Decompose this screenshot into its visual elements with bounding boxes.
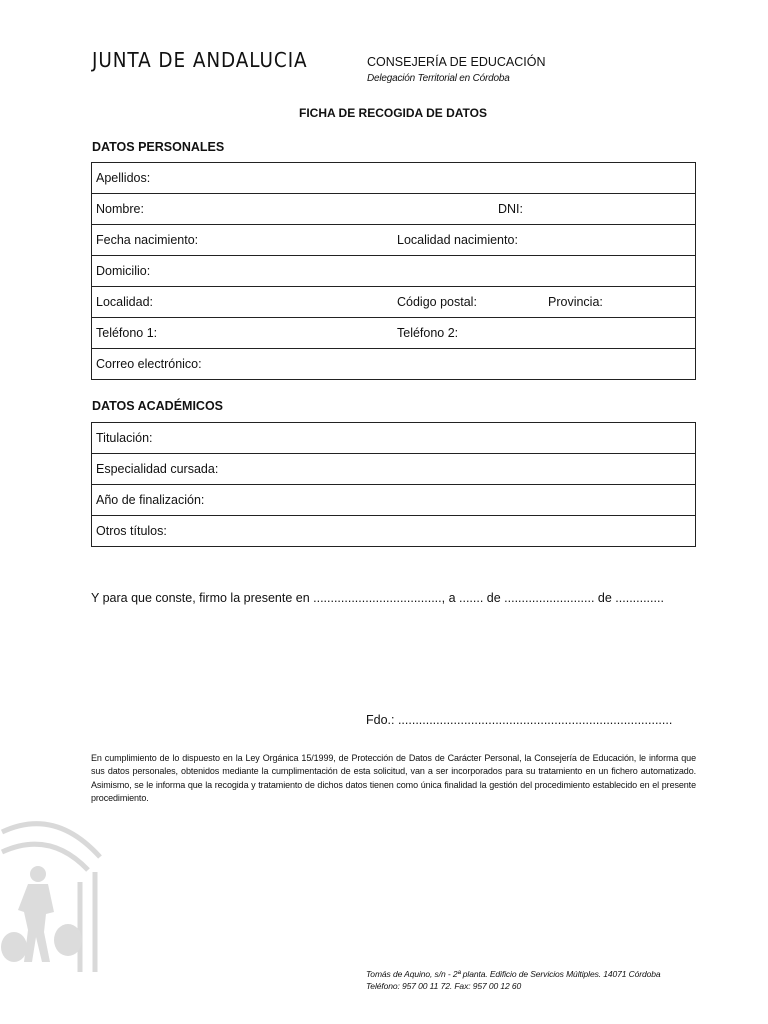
label-titulacion: Titulación: (96, 431, 153, 445)
field-anio-finalizacion[interactable] (96, 485, 695, 515)
label-domicilio: Domicilio: (96, 264, 151, 278)
label-correo: Correo electrónico: (96, 357, 202, 371)
label-apellidos: Apellidos: (96, 171, 151, 185)
label-telefono-1: Teléfono 1: (96, 326, 158, 340)
label-telefono-2: Teléfono 2: (397, 326, 459, 340)
label-otros-titulos: Otros títulos: (96, 524, 167, 538)
label-dni: DNI: (498, 202, 523, 216)
document-title: FICHA DE RECOGIDA DE DATOS (298, 106, 487, 120)
academic-data-table (91, 422, 696, 547)
label-codigo-postal: Código postal: (397, 295, 477, 309)
footer-phone: Teléfono: 957 00 11 72. Fax: 957 00 12 60 (366, 981, 522, 991)
signature-fdo: Fdo.: ............................................................................... (366, 713, 673, 727)
label-especialidad: Especialidad cursada: (96, 462, 219, 476)
field-otros-titulos[interactable] (96, 516, 695, 546)
field-apellidos[interactable] (96, 163, 695, 193)
brand-title: JUNTA DE ANDALUCIA (92, 48, 308, 72)
signature-statement: Y para que conste, firmo la presente en ....................................., a ....... de .......................... de .............. (91, 591, 664, 605)
label-localidad-nacimiento: Localidad nacimiento: (397, 233, 518, 247)
andalucia-emblem-icon (0, 812, 110, 987)
field-nombre[interactable] (96, 194, 695, 224)
field-fecha-nacimiento[interactable] (96, 225, 695, 255)
field-telefonos[interactable] (96, 318, 695, 348)
label-nombre: Nombre: (96, 202, 144, 216)
label-provincia: Provincia: (548, 295, 603, 309)
personal-data-table (91, 162, 696, 380)
section-title-academic: DATOS ACADÉMICOS (92, 399, 224, 413)
department-name: CONSEJERÍA DE EDUCACIÓN (367, 55, 546, 69)
field-domicilio[interactable] (96, 256, 695, 286)
section-title-personal: DATOS PERSONALES (92, 140, 225, 154)
legal-notice: En cumplimiento de lo dispuesto en la Ley Orgánica 15/1999, de Protección de Datos de Carácter Personal, la Consejería de Educación, le informa que sus datos personales, obtenidos mediante la cumplimentación de esta solicitud, van a ser incorporados para su tratamiento en un fichero automatizado. Asimismo, se le informa que la recogida y tratamiento de dichos datos tienen como única finalidad la gestión del procedimiento establecido en el presente procedimiento. (91, 753, 696, 803)
label-localidad: Localidad: (96, 295, 153, 309)
field-localidad[interactable] (96, 287, 695, 317)
field-especialidad[interactable] (96, 454, 695, 484)
footer-address: Tomás de Aquino, s/n - 2ª planta. Edificio de Servicios Múltiples. 14071 Córdoba (366, 969, 661, 979)
label-anio-finalizacion: Año de finalización: (96, 493, 205, 507)
field-titulacion[interactable] (96, 423, 695, 453)
field-correo[interactable] (96, 349, 695, 379)
label-fecha-nacimiento: Fecha nacimiento: (96, 233, 199, 247)
delegation-name: Delegación Territorial en Córdoba (367, 73, 510, 84)
